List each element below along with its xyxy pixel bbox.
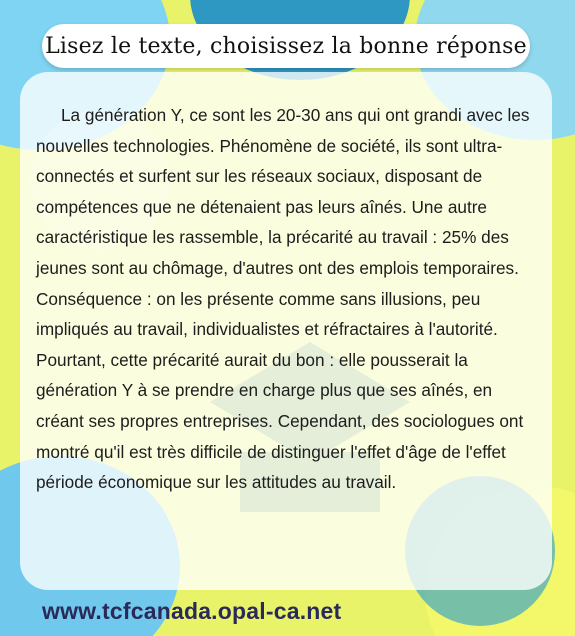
passage-text: La génération Y, ce sont les 20-30 ans qui ont grandi avec les nouvelles technologies. Phénomène de société, ils sont ultra-connectés et surfent sur les réseaux sociaux, disposant de compétences que ne détenaient pas leurs aînés. Une autre caractéristique les rassemble, la précarité au travail : 25% des jeunes sont au chômage, d'autres ont des emplois temporaires. Conséquence : on les présente comme sans illusions, peu impliqués au travail, individualistes et réfractaires à l'autorité. Pourtant, cette précarité aurait du bon : elle pousserait la génération Y à se prendre en charge plus que ses aînés, en créant ses propres entreprises. Cependant, des sociologues ont montré qu'il est très difficile de distinguer l'effet d'âge de l'effet période économique sur les attitudes au travail. [36, 105, 530, 493]
website-url: www.tcfcanada.opal-ca.net [42, 598, 342, 624]
instruction-title: Lisez le texte, choisissez la bonne réponse [45, 33, 527, 59]
reading-passage-card [20, 72, 552, 590]
instruction-banner [42, 24, 530, 68]
